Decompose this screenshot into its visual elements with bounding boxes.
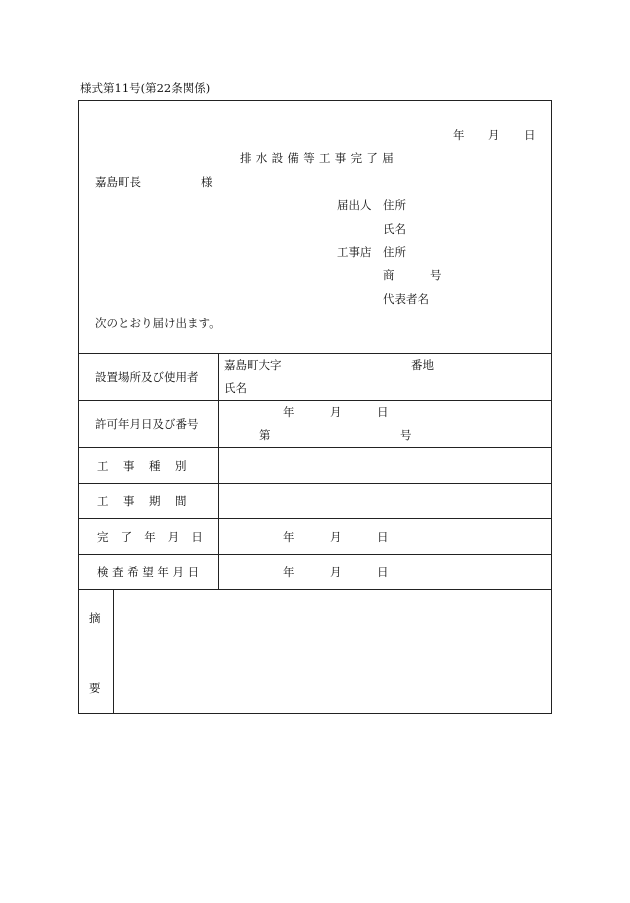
permit-number-suffix: 号 [400, 428, 412, 442]
inspection-day-label: 日 [377, 565, 389, 579]
applicant-name-label: 氏名 [383, 222, 406, 236]
applicant-address-label: 住所 [383, 198, 406, 212]
location-name-label: 氏名 [224, 381, 247, 395]
inspection-year-label: 年 [283, 565, 295, 579]
divider [78, 400, 552, 401]
location-lot-suffix: 番地 [411, 358, 434, 372]
remarks-label-top: 摘 [89, 611, 101, 625]
divider [78, 518, 552, 519]
completion-month-label: 月 [330, 530, 342, 544]
permit-year-label: 年 [283, 405, 295, 419]
applicant-label: 届出人 [337, 198, 372, 212]
location-row-label: 設置場所及び使用者 [95, 370, 199, 384]
divider [78, 589, 552, 590]
divider [78, 447, 552, 448]
column-divider [218, 353, 219, 589]
permit-number-prefix: 第 [259, 428, 271, 442]
contractor-label: 工事店 [337, 245, 372, 259]
date-month-label: 月 [488, 128, 500, 142]
divider [78, 483, 552, 484]
divider [78, 554, 552, 555]
inspection-date-row-label: 検査希望年月日 [97, 565, 203, 579]
permit-month-label: 月 [330, 405, 342, 419]
contractor-address-label: 住所 [383, 245, 406, 259]
statement-text: 次のとおり届け出ます。 [95, 316, 221, 330]
completion-date-row-label: 完 了 年 月 日 [97, 530, 204, 544]
contractor-trade-name-label: 商 号 [383, 268, 454, 282]
work-period-row-label: 工 事 期 間 [97, 494, 188, 508]
permit-day-label: 日 [377, 405, 389, 419]
contractor-representative-label: 代表者名 [383, 292, 429, 306]
column-divider [113, 589, 114, 714]
location-place-prefix: 嘉島町大字 [224, 358, 282, 372]
date-year-label: 年 [453, 128, 465, 142]
divider [78, 353, 552, 354]
remarks-label-bottom: 要 [89, 681, 101, 695]
form-number: 様式第11号(第22条関係) [80, 81, 211, 95]
addressee-honorific: 様 [201, 175, 213, 189]
date-day-label: 日 [524, 128, 536, 142]
work-type-row-label: 工 事 種 別 [97, 459, 188, 473]
inspection-month-label: 月 [330, 565, 342, 579]
page-title: 排水設備等工事完了届 [240, 151, 398, 165]
addressee-name: 嘉島町長 [95, 175, 141, 189]
permit-row-label: 許可年月日及び番号 [95, 417, 199, 431]
form-frame [78, 100, 552, 714]
completion-day-label: 日 [377, 530, 389, 544]
completion-year-label: 年 [283, 530, 295, 544]
